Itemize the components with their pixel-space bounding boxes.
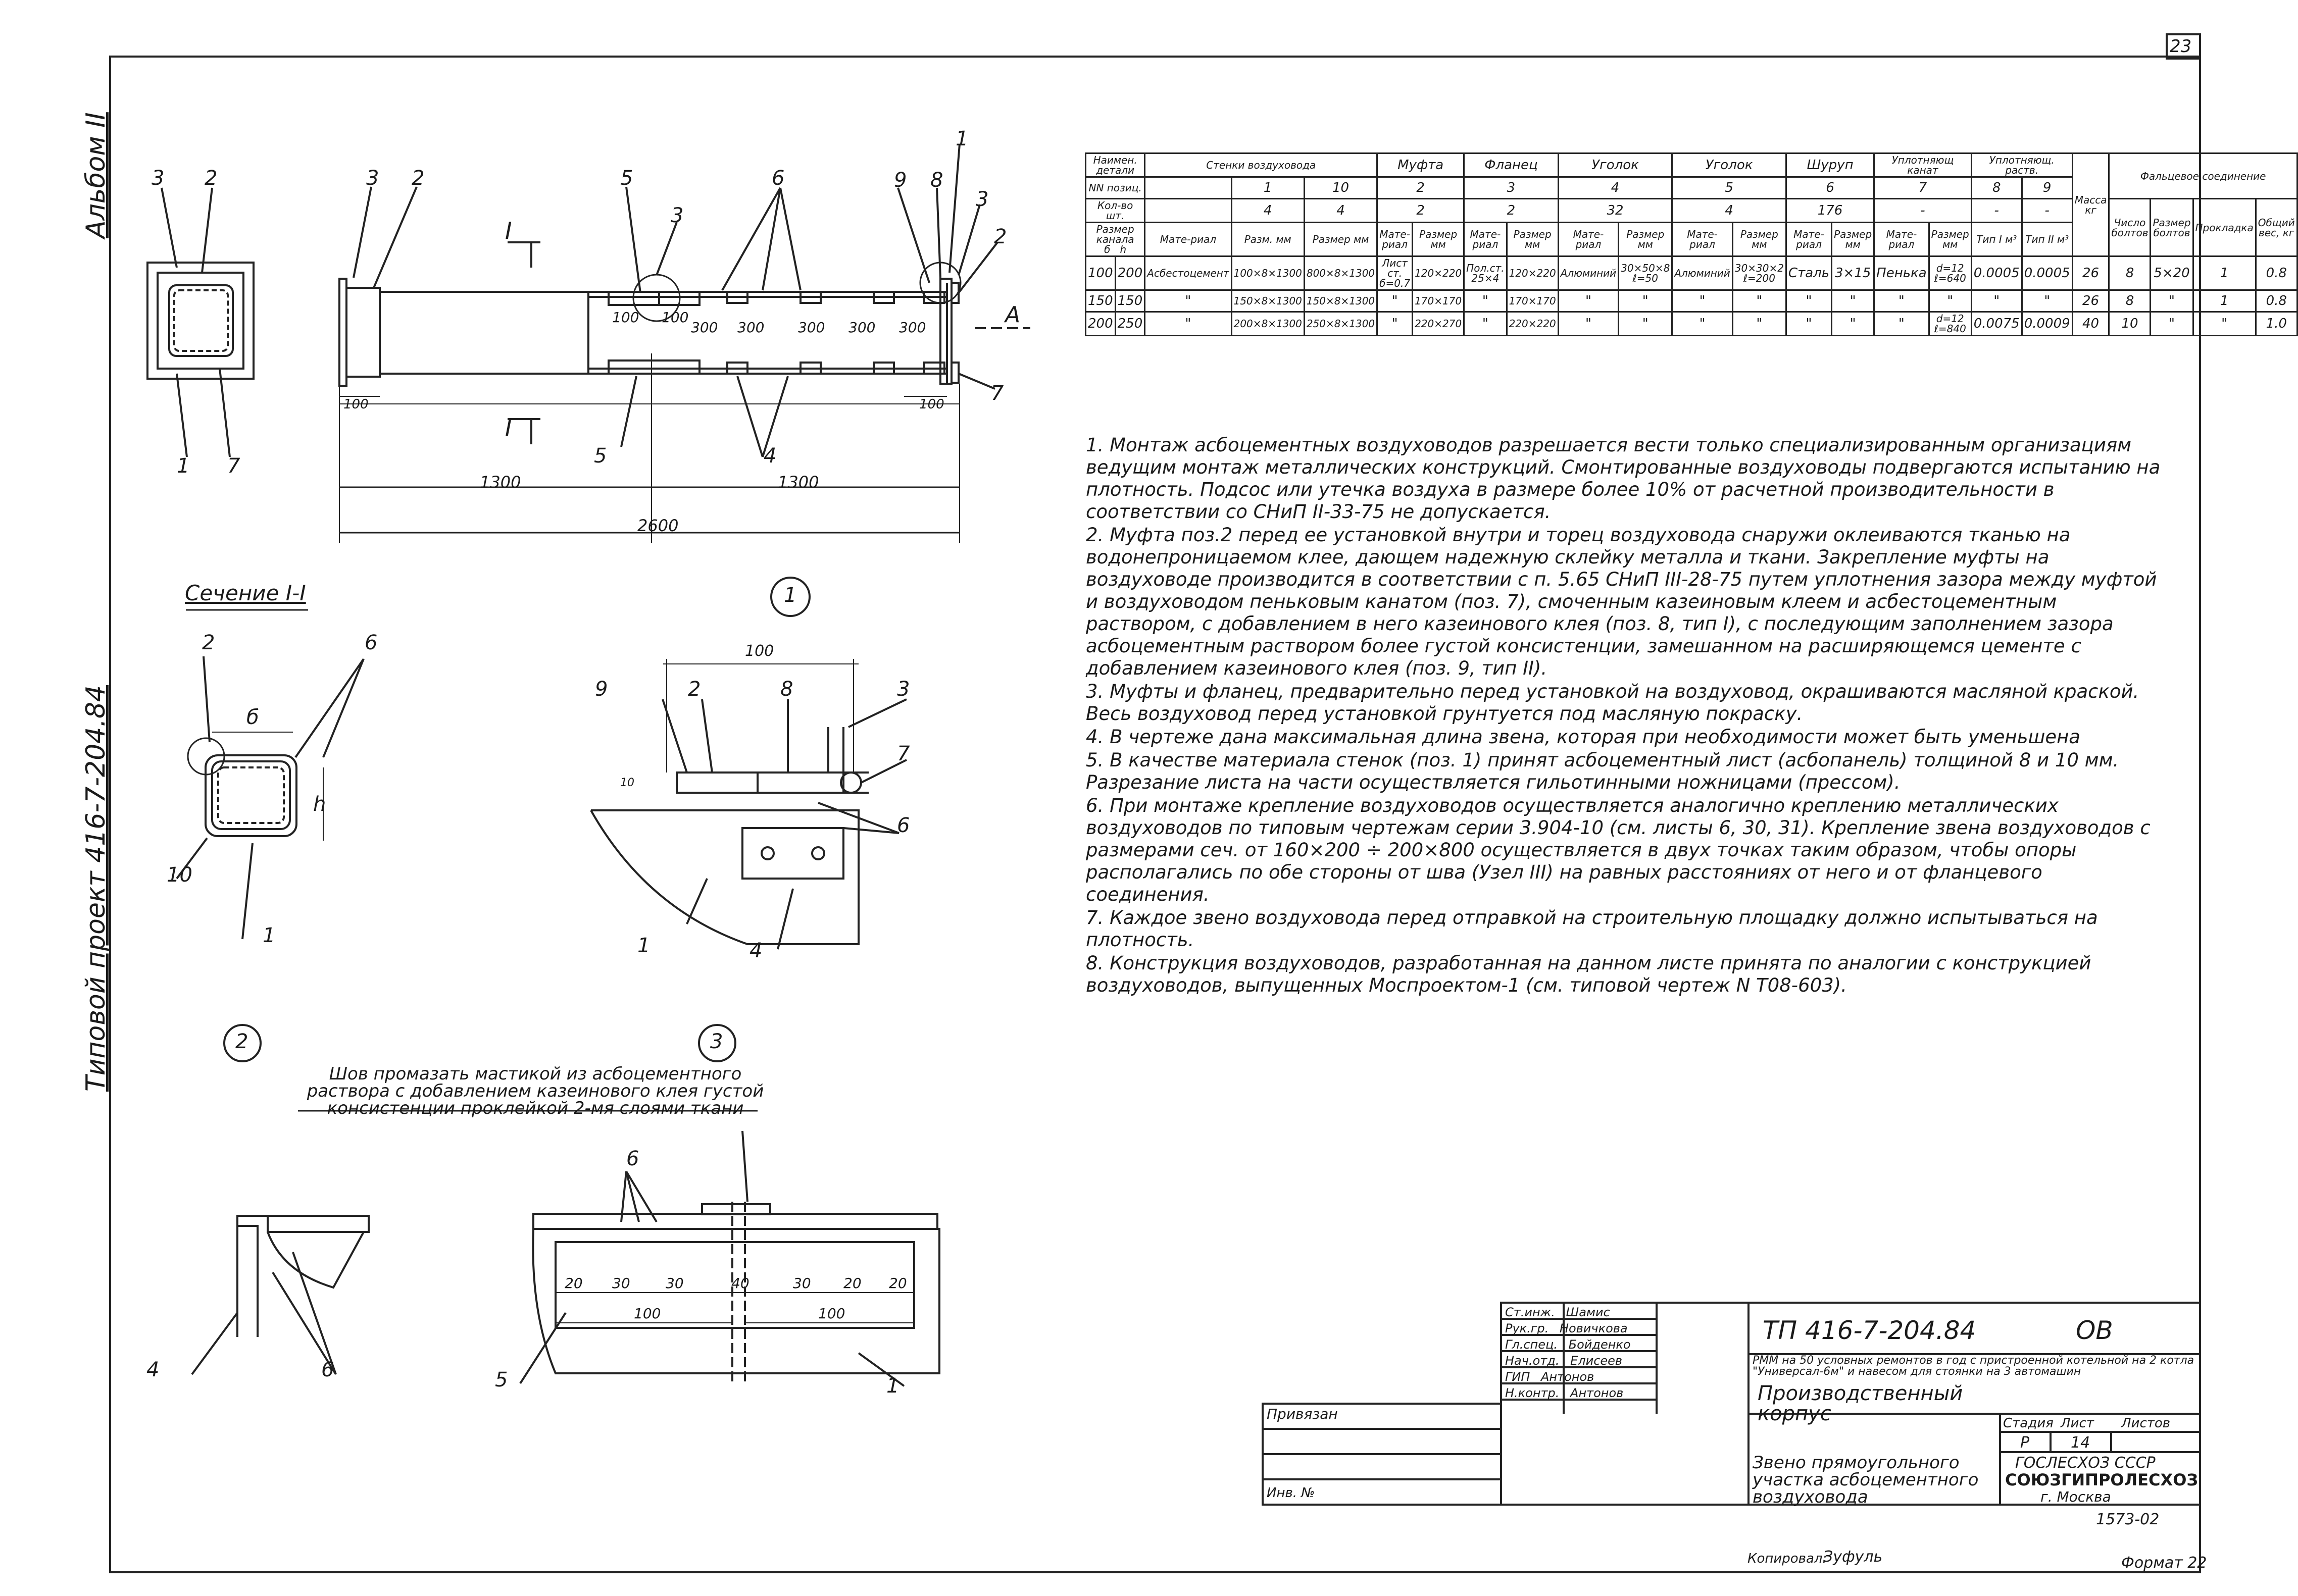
signer-role: ГИП — [1505, 1370, 1530, 1384]
table-cell: " — [1619, 290, 1672, 312]
drawing-title: Звено прямоугольного участка асбоцементного воздуховода — [1753, 1453, 1979, 1507]
inv-label: Инв. № — [1267, 1485, 1315, 1501]
section-label-b: б — [246, 706, 259, 729]
stage-value: Р — [2020, 1434, 2030, 1452]
table-cell: 100×8×1300 — [1231, 256, 1304, 290]
table-cell: 0.0005 — [2022, 256, 2072, 290]
node3-dim-30c: 30 — [793, 1275, 811, 1292]
node1-label-9: 9 — [595, 678, 608, 701]
pitch-300-c: 300 — [798, 319, 825, 336]
table-cell: 170×170 — [1507, 290, 1558, 312]
qty-9: - — [2022, 199, 2072, 223]
table-cell: 3×15 — [1832, 256, 1874, 290]
sub-material-5: Мате-риал — [1672, 223, 1732, 256]
sheet-code: ОВ — [2076, 1316, 2113, 1345]
table-cell: 8 — [2109, 256, 2151, 290]
table-cell: " — [1874, 312, 1929, 336]
pos-label: NN позиц. — [1086, 177, 1145, 199]
table-cell: " — [1786, 312, 1831, 336]
sub-bolt-count: Число болтов — [2109, 199, 2151, 256]
pos-8: 8 — [1971, 177, 2022, 199]
signer-row — [1505, 1304, 1631, 1320]
main-label-3-right: 3 — [976, 188, 989, 211]
table-cell: 150 — [1086, 290, 1116, 312]
org-institute: СОЮЗГИПРОЛЕСХОЗ — [2005, 1470, 2199, 1489]
note-item: 1. Монтаж асбоцементных воздуховодов разрешается вести только специализированным организациям ведущим монтаж металлических конструкций. Смонтированные воздуховоды подвергаются испытанию на плотность. Подсос или утечка воздуха в размере более 10% от расчетной производительности в соответствии со СНиП II-33-75 не допускается. — [1086, 434, 2161, 523]
main-label-5-bottom: 5 — [594, 444, 607, 468]
table-cell: 150 — [1115, 290, 1145, 312]
pitch-300-e: 300 — [899, 319, 926, 336]
header-muff: Муфта — [1377, 153, 1464, 177]
table-cell: 150×8×1300 — [1304, 290, 1377, 312]
sheet-value: 14 — [2071, 1434, 2090, 1452]
end-label-7: 7 — [227, 454, 240, 478]
table-cell: 120×220 — [1507, 256, 1558, 290]
signer-role: Нач.отд. — [1505, 1354, 1560, 1368]
signer-row — [1505, 1385, 1631, 1401]
header-screw: Шуруп — [1786, 153, 1874, 177]
table-cell: 26 — [2072, 256, 2109, 290]
table-cell: 1.0 — [2256, 312, 2297, 336]
qty-7: - — [1874, 199, 1972, 223]
table-cell: Алюминий — [1558, 256, 1618, 290]
section-mark-top: I — [505, 217, 512, 244]
table-row — [1086, 312, 2297, 336]
sub-size-7: Размер мм — [1929, 223, 1971, 256]
signer-role: Н.контр. — [1505, 1386, 1560, 1400]
pos-7: 7 — [1874, 177, 1972, 199]
table-cell: 1 — [2193, 290, 2256, 312]
node3-dim-20c: 20 — [889, 1275, 907, 1292]
archive-number: 1573-02 — [2096, 1511, 2160, 1528]
signers-list — [1505, 1304, 1631, 1401]
table-cell: Пенька — [1874, 256, 1929, 290]
sub-size-6: Размер мм — [1832, 223, 1874, 256]
node3-dim-20b: 20 — [843, 1275, 862, 1292]
size-label-text: Размер канала — [1096, 223, 1134, 245]
table-cell: 26 — [2072, 290, 2109, 312]
org-city: г. Москва — [2040, 1488, 2111, 1505]
table-cell: Лист ст. б=0.7 — [1377, 256, 1413, 290]
node1-label-2: 2 — [688, 678, 701, 701]
node2-label-6: 6 — [321, 1358, 334, 1381]
header-angle-2: Уголок — [1672, 153, 1786, 177]
privyazan-label: Привязан — [1267, 1406, 1338, 1422]
pos-5: 5 — [1672, 177, 1786, 199]
header-seal-mortar: Уплотняющ. раств. — [1971, 153, 2072, 177]
main-label-2: 2 — [412, 167, 425, 190]
section-label-1: 1 — [263, 924, 276, 947]
signer-name: Бойденко — [1568, 1337, 1631, 1352]
qty-10: 4 — [1304, 199, 1377, 223]
node1-dim-100: 100 — [745, 642, 774, 660]
node3-dim-20a: 20 — [565, 1275, 583, 1292]
section-title: Сечение I-I — [185, 581, 306, 605]
header-angle-1: Уголок — [1558, 153, 1672, 177]
table-cell: " — [2151, 290, 2193, 312]
section-label-10: 10 — [167, 863, 192, 887]
pos-4: 4 — [1558, 177, 1672, 199]
pos-3: 3 — [1464, 177, 1559, 199]
qty-3: 2 — [1464, 199, 1559, 223]
main-label-1: 1 — [956, 127, 969, 150]
signer-row — [1505, 1353, 1631, 1369]
end-label-1: 1 — [177, 454, 190, 478]
signer-name: Новичкова — [1559, 1321, 1628, 1335]
note-item: 5. В качестве материала стенок (поз. 1) принят асбоцементный лист (асбопанель) толщиной 8 и 10 мм. Разрезание листа на части осуществляется гильотинными ножницами (прессом). — [1086, 749, 2119, 793]
sub-material-1: Мате-риал — [1145, 223, 1231, 256]
sheets-header: Листов — [2121, 1416, 2171, 1431]
table-cell: " — [1672, 312, 1732, 336]
header-seal-rope: Уплотняющ канат — [1874, 153, 1972, 177]
table-cell: Сталь — [1786, 256, 1831, 290]
sheet-number: 23 — [2170, 36, 2192, 57]
signer-row — [1505, 1369, 1631, 1385]
node2-circle-label: 2 — [235, 1030, 248, 1053]
main-label-9: 9 — [894, 169, 907, 192]
table-cell: 30×50×8 ℓ=50 — [1619, 256, 1672, 290]
pos-2: 2 — [1377, 177, 1464, 199]
table-cell: 0.8 — [2256, 290, 2297, 312]
node3-circle-label: 3 — [710, 1030, 723, 1053]
end-view — [147, 188, 254, 457]
qty-label: Кол-во шт. — [1086, 199, 1145, 223]
table-cell: 800×8×1300 — [1304, 256, 1377, 290]
table-cell: " — [1732, 290, 1786, 312]
sub-material-4: Мате-риал — [1558, 223, 1618, 256]
sub-size-3: Размер мм — [1507, 223, 1558, 256]
table-cell: " — [1832, 290, 1874, 312]
table-cell: Пол.ст. 25×4 — [1464, 256, 1507, 290]
main-label-2-right: 2 — [994, 225, 1007, 248]
signer-name: Антонов — [1570, 1386, 1624, 1400]
table-cell: d=12 ℓ=640 — [1929, 256, 1971, 290]
node1-view — [591, 578, 907, 949]
sub-total-weight: Общий вес, кг — [2256, 199, 2297, 256]
qty-6: 176 — [1786, 199, 1874, 223]
copied-label: Копировал: — [1747, 1551, 1827, 1566]
specification-table — [1085, 152, 2298, 336]
note-item: 4. В чертеже дана максимальная длина звена, которая при необходимости может быть уменьшена — [1086, 726, 2080, 748]
header-detail: Наимен. детали — [1086, 153, 1145, 177]
node3-seam-note: Шов промазать мастикой из асбоцементного раствора с добавлением казеинового клея густой консистенции проклейкой 2-мя слоями ткани — [307, 1064, 764, 1118]
qty-2: 2 — [1377, 199, 1464, 223]
dim-total: 2600 — [637, 516, 679, 535]
album-label: Альбом II — [81, 112, 111, 238]
table-row — [1086, 256, 2297, 290]
node1-label-7: 7 — [897, 742, 910, 765]
pos-1: 1 — [1231, 177, 1304, 199]
table-cell: Асбестоцемент — [1145, 256, 1231, 290]
node3-dim-100a: 100 — [634, 1305, 661, 1322]
signer-role: Гл.спец. — [1505, 1337, 1558, 1352]
node2-label-4: 4 — [146, 1358, 160, 1381]
pitch-300-d: 300 — [848, 319, 876, 336]
table-cell: 0.8 — [2256, 256, 2297, 290]
table-cell: 40 — [2072, 312, 2109, 336]
dim-half1: 1300 — [480, 473, 521, 492]
node3-dim-100b: 100 — [818, 1305, 845, 1322]
sub-material-2: Мате-риал — [1377, 223, 1413, 256]
dim-half2: 1300 — [778, 473, 819, 492]
table-cell: " — [1464, 312, 1507, 336]
node1-label-6: 6 — [897, 814, 910, 837]
notes-list — [1086, 434, 2167, 998]
table-cell: 150×8×1300 — [1231, 290, 1304, 312]
sheet-header: Лист — [2061, 1416, 2094, 1431]
header-seam: Фальцевое соединение — [2109, 153, 2297, 199]
main-view — [339, 144, 1030, 543]
qty-8: - — [1971, 199, 2022, 223]
table-cell: " — [1145, 312, 1231, 336]
sub-bolt-size: Размер болтов — [2151, 199, 2193, 256]
table-cell: 250×8×1300 — [1304, 312, 1377, 336]
table-cell: " — [2193, 312, 2256, 336]
section-label-2: 2 — [202, 631, 215, 654]
table-cell: 30×30×2 ℓ=200 — [1732, 256, 1786, 290]
size-label — [1086, 223, 1145, 256]
table-cell: " — [1971, 290, 2022, 312]
table-row — [1086, 290, 2297, 312]
table-cell: 5×20 — [2151, 256, 2193, 290]
table-cell: " — [1377, 312, 1413, 336]
pitch-300-b: 300 — [737, 319, 765, 336]
table-cell: " — [1377, 290, 1413, 312]
signer-name: Елисеев — [1570, 1354, 1623, 1368]
node1-dim-10: 10 — [620, 777, 634, 789]
node1-label-8: 8 — [780, 678, 793, 701]
size-h: h — [1120, 243, 1127, 255]
qty-5: 4 — [1672, 199, 1786, 223]
table-cell: 200 — [1086, 312, 1116, 336]
sub-material-3: Мате-риал — [1464, 223, 1507, 256]
table-cell: 0.0005 — [1971, 256, 2022, 290]
table-cell: 220×220 — [1507, 312, 1558, 336]
object-name: РММ на 50 условных ремонтов в год с пристроенной котельной на 2 котла "Универсал-6м" и навесом для стоянки на 3 автомашин — [1753, 1354, 2194, 1378]
header-walls: Стенки воздуховода — [1145, 153, 1377, 177]
main-label-3: 3 — [366, 167, 379, 190]
dim-right-end: 100 — [919, 397, 944, 412]
sub-size-4: Размер мм — [1619, 223, 1672, 256]
sub-size-2: Размер мм — [1413, 223, 1464, 256]
note-item: 7. Каждое звено воздуховода перед отправкой на строительную площадку должно испытываться на плотность. — [1086, 907, 2098, 951]
section-label-h: h — [313, 793, 326, 816]
qty-1: 4 — [1231, 199, 1304, 223]
table-cell: " — [2022, 290, 2072, 312]
table-cell: 10 — [2109, 312, 2151, 336]
header-flange: Фланец — [1464, 153, 1559, 177]
table-cell: " — [1145, 290, 1231, 312]
table-qty-row — [1086, 199, 2297, 223]
main-label-5-top: 5 — [620, 167, 633, 190]
table-cell: " — [1619, 312, 1672, 336]
signer-name: Антонов — [1541, 1370, 1594, 1384]
sub-size-1: Разм. мм — [1231, 223, 1304, 256]
table-cell: " — [1464, 290, 1507, 312]
org-ministry: ГОСЛЕСХОЗ СССР — [2015, 1454, 2156, 1472]
pos-6: 6 — [1786, 177, 1874, 199]
note-item: 3. Муфты и фланец, предварительно перед установкой на воздуховод, окрашиваются масляной краской. Весь воздуховод перед установкой грунтуется под масляную покраску. — [1086, 681, 2139, 725]
table-cell: " — [1832, 312, 1874, 336]
main-label-3-mid: 3 — [671, 204, 684, 227]
table-cell: " — [1874, 290, 1929, 312]
pitch-300-a: 300 — [691, 319, 718, 336]
signer-role: Ст.инж. — [1505, 1305, 1555, 1319]
table-cell: 0.0009 — [2022, 312, 2072, 336]
table-cell: 200 — [1115, 256, 1145, 290]
project-side-label: Типовой проект 416-7-204.84 — [81, 685, 111, 1092]
table-cell: " — [1732, 312, 1786, 336]
node3-dim-30a: 30 — [612, 1275, 630, 1292]
table-cell: 8 — [2109, 290, 2151, 312]
pitch-100-b: 100 — [662, 309, 689, 326]
format-label: Формат 22 — [2121, 1554, 2207, 1572]
table-cell: 200×8×1300 — [1231, 312, 1304, 336]
table-cell: " — [1786, 290, 1831, 312]
signer-row — [1505, 1336, 1631, 1353]
copier-signature: Зуфуль — [1823, 1548, 1883, 1566]
table-cell: " — [1672, 290, 1732, 312]
signer-row — [1505, 1320, 1631, 1336]
qty-4: 32 — [1558, 199, 1672, 223]
signer-role: Рук.гр. — [1505, 1321, 1549, 1335]
end-label-3: 3 — [152, 167, 165, 190]
table-cell: 170×170 — [1413, 290, 1464, 312]
pitch-100-a: 100 — [612, 309, 639, 326]
node3-dim-40: 40 — [731, 1275, 750, 1292]
section-mark-bottom: I — [505, 414, 512, 441]
table-cell: " — [2151, 312, 2193, 336]
sub-size-5: Размер мм — [1732, 223, 1786, 256]
size-b: б — [1104, 243, 1111, 255]
end-label-2: 2 — [205, 167, 218, 190]
node1-circle-label: 1 — [784, 584, 797, 607]
note-item: 8. Конструкция воздуховодов, разработанная на данном листе принята по аналогии с конструкцией воздуховодов, выпущенных Моспроектом-1 (см. типовой чертеж N Т08-603). — [1086, 952, 2091, 996]
node3-label-1: 1 — [886, 1374, 900, 1398]
main-label-4: 4 — [764, 444, 777, 468]
node3-label-5: 5 — [495, 1368, 508, 1392]
table-cell: 120×220 — [1413, 256, 1464, 290]
table-cell: " — [1558, 290, 1618, 312]
sub-gasket: Прокладка — [2193, 199, 2256, 256]
dim-left-end: 100 — [343, 397, 369, 412]
table-cell: " — [1929, 290, 1971, 312]
table-cell: " — [1558, 312, 1618, 336]
table-cell: Алюминий — [1672, 256, 1732, 290]
note-item: 2. Муфта поз.2 перед ее установкой внутри и торец воздуховода снаружи оклеиваются тканью на водонепроницаемом клее, дающем надежную склейку металла и ткани. Закрепление муфты на воздуховоде производится в соответствии с п. 5.65 СНиП III-28-75 путем уплотнения зазора между муфтой и воздуховодом пеньковым канатом (поз. 7), смоченным казеиновым клеем и асбестоцементным раствором, с добавлением в него казеинового клея (поз. 8, тип I), с последующим заполнением зазора асбоцементным раствором более густой консистенции, замешанном на расширяющемся цементе с добавлением казеинового клея (поз. 9, тип II). — [1086, 524, 2157, 679]
stage-header: Стадия — [2003, 1416, 2054, 1431]
table-cell: 1 — [2193, 256, 2256, 290]
table-cell: 0.0075 — [1971, 312, 2022, 336]
signer-name: Шамис — [1566, 1305, 1610, 1319]
main-label-7: 7 — [991, 382, 1004, 405]
pos-9: 9 — [2022, 177, 2072, 199]
table-cell: 250 — [1115, 312, 1145, 336]
drawing-code: ТП 416-7-204.84 — [1763, 1316, 1976, 1345]
pos-10: 10 — [1304, 177, 1377, 199]
section-label-6: 6 — [365, 631, 378, 654]
table-cell: 100 — [1086, 256, 1116, 290]
node1-label-1: 1 — [637, 934, 651, 957]
section-view — [177, 610, 364, 939]
table-header-row — [1086, 153, 2297, 177]
sub-material-6: Мате-риал — [1786, 223, 1831, 256]
node3-dim-30b: 30 — [666, 1275, 684, 1292]
sub-type-2: Тип II м³ — [2022, 223, 2072, 256]
sub-type-1: Тип I м³ — [1971, 223, 2022, 256]
node3-label-6: 6 — [626, 1147, 639, 1170]
main-label-6: 6 — [772, 167, 785, 190]
table-cell: d=12 ℓ=840 — [1929, 312, 1971, 336]
view-arrow-a: А — [1005, 302, 1021, 328]
building-name: Производственный корпус — [1758, 1382, 1963, 1425]
table-cell: 220×270 — [1413, 312, 1464, 336]
header-mass: Масса кг — [2072, 153, 2109, 256]
node1-label-4: 4 — [750, 939, 763, 962]
sub-size-10: Размер мм — [1304, 223, 1377, 256]
note-item: 6. При монтаже крепление воздуховодов осуществляется аналогично креплению металлических воздуховодов по типовым чертежам серии 3.904-10 (см. листы 6, 30, 31). Крепление звена воздуховодов с размерами сеч. от 160×200 ÷ 200×800 осуществляется в двух точках таким образом, чтобы опоры располагались по обе стороны от шва (Узел III) на равных расстояниях от него и от фланцевого соединения. — [1086, 795, 2151, 905]
sub-material-7: Мате-риал — [1874, 223, 1929, 256]
node1-label-3: 3 — [897, 678, 910, 701]
main-label-8: 8 — [930, 169, 943, 192]
